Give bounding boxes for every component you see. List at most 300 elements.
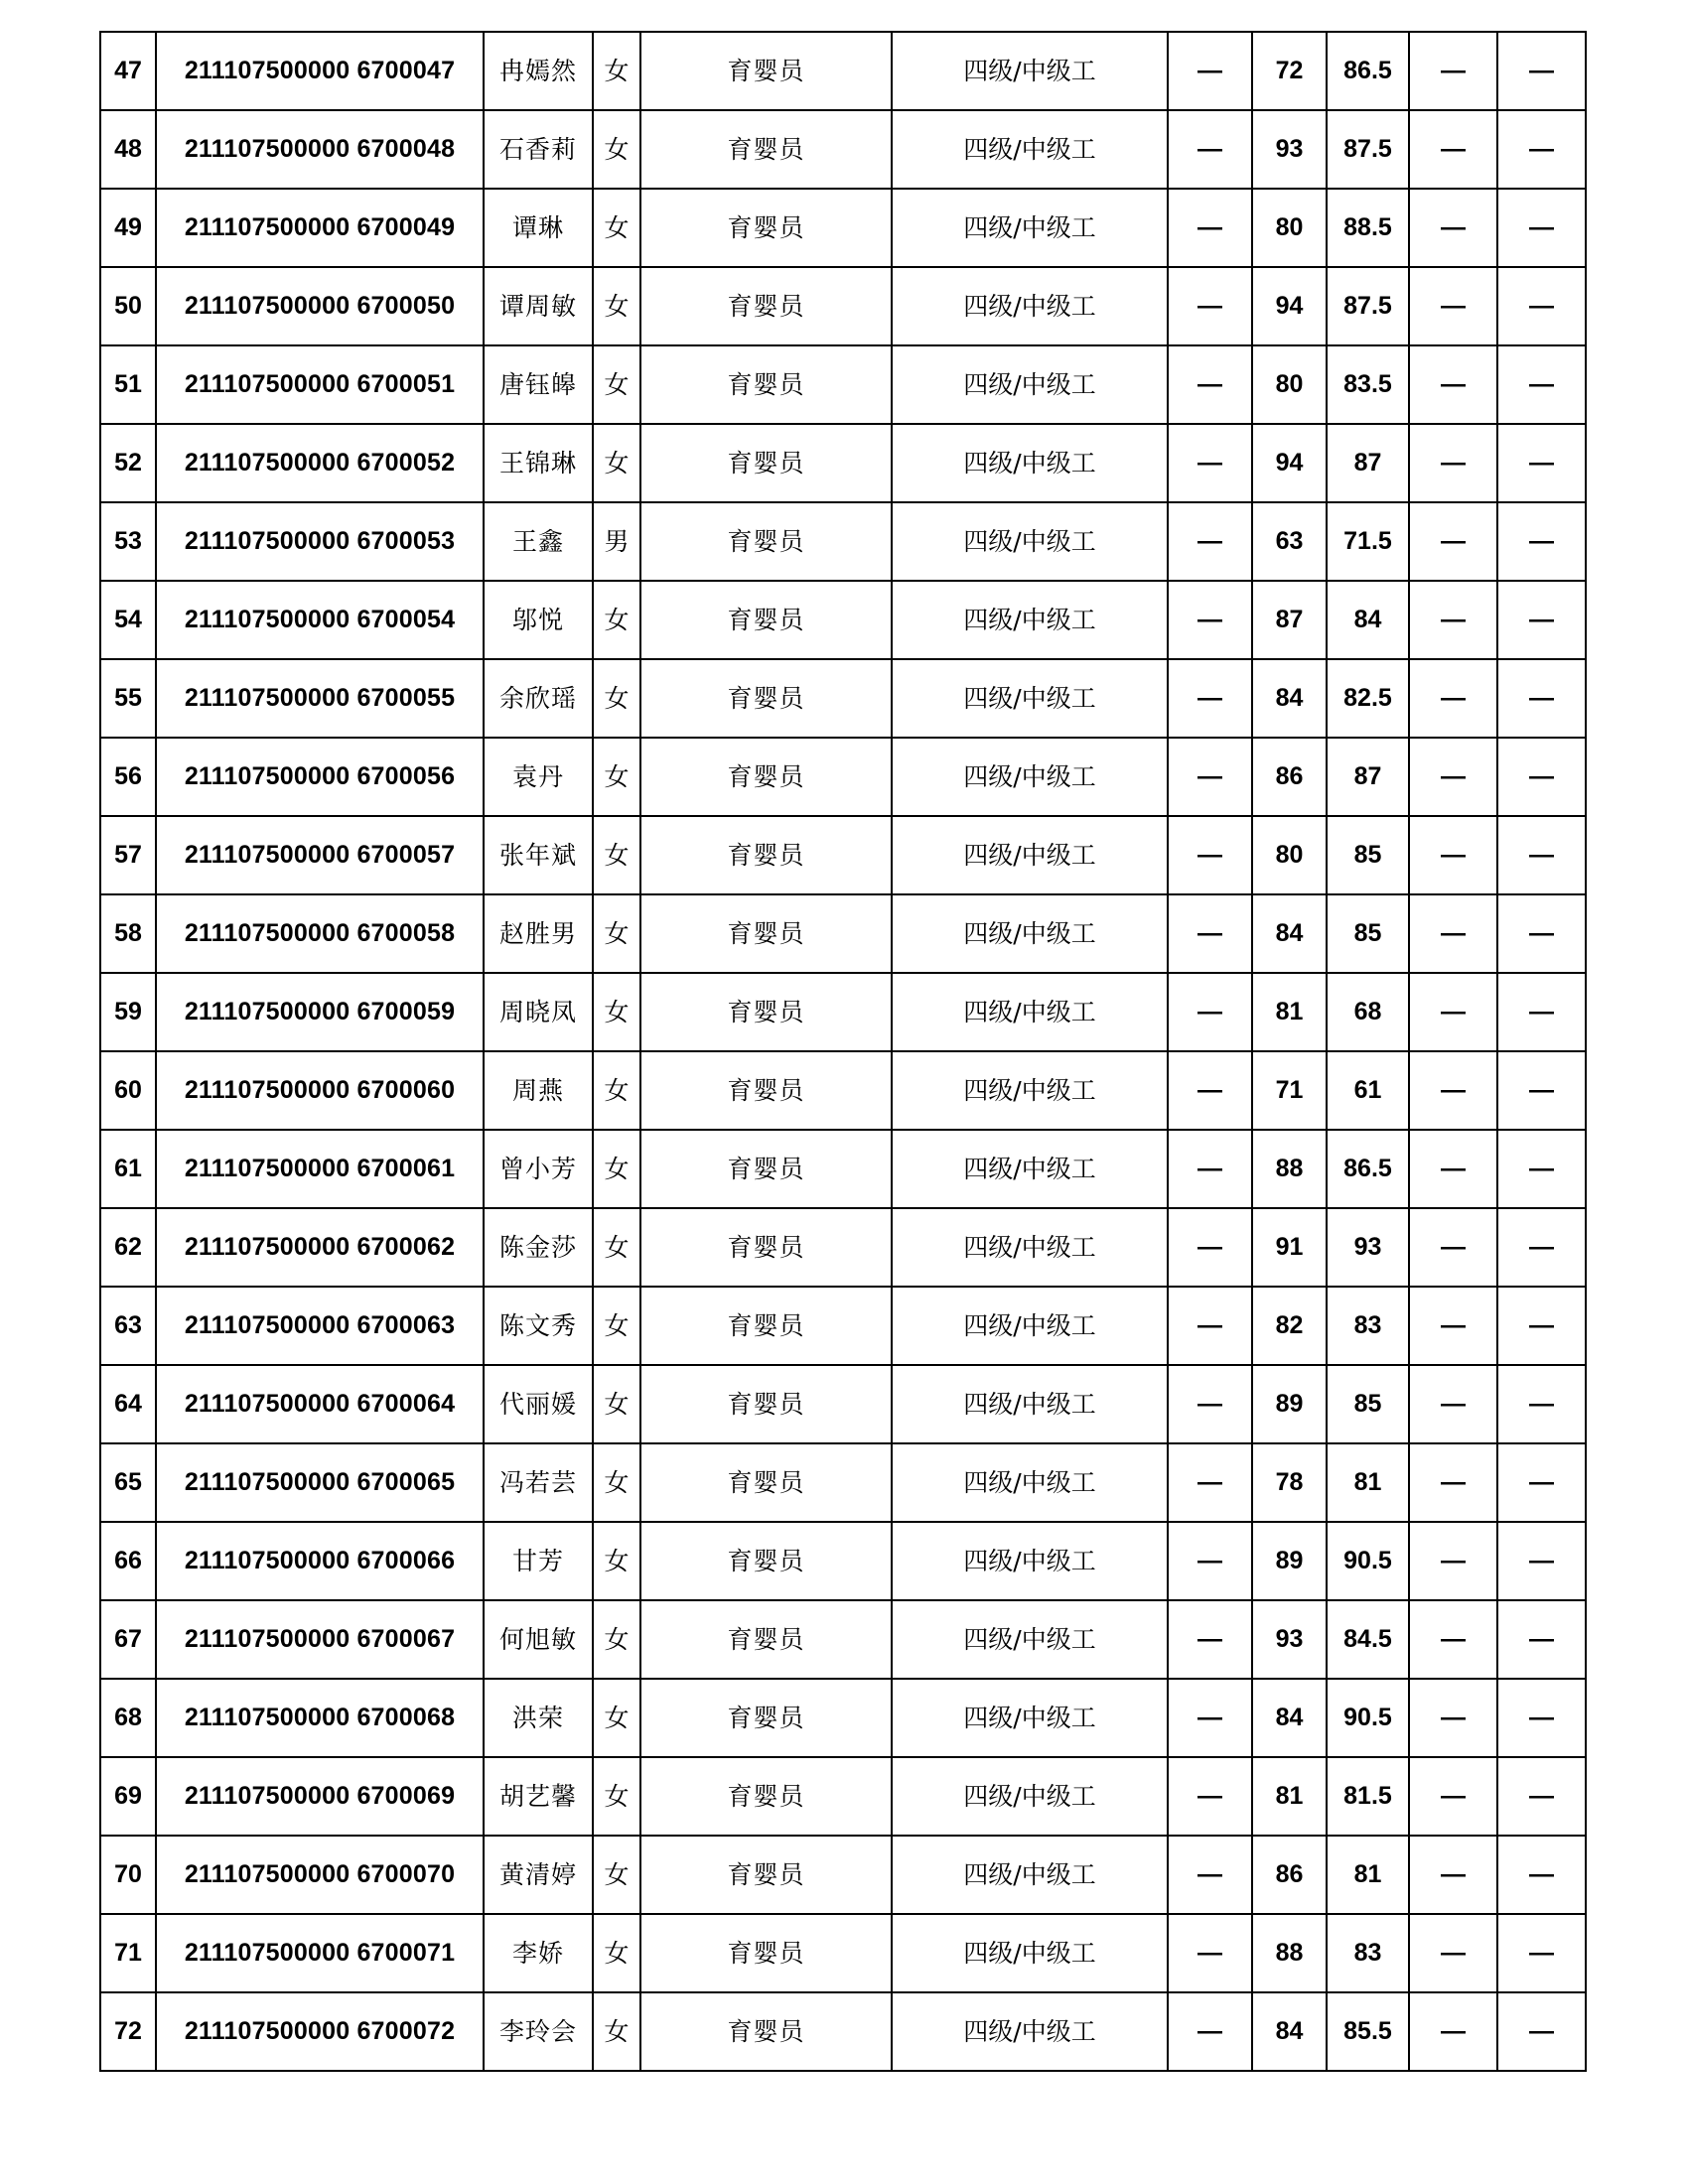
cell-score-1: —: [1168, 659, 1252, 738]
cell-occupation: 育婴员: [640, 1679, 892, 1757]
cell-score-4: —: [1409, 816, 1497, 894]
cell-name: 李玲会: [484, 1992, 593, 2071]
cell-score-2: 91: [1252, 1208, 1327, 1287]
cell-level: 四级/中级工: [892, 1208, 1168, 1287]
table-row: [100, 110, 1586, 189]
cell-score-4: —: [1409, 1051, 1497, 1130]
cell-name: 何旭敏: [484, 1600, 593, 1679]
cell-gender: 女: [593, 1051, 640, 1130]
cell-id-number: 211107500000 6700071: [156, 1914, 484, 1992]
cell-name: 代丽媛: [484, 1365, 593, 1443]
cell-gender: 女: [593, 1130, 640, 1208]
cell-score-5: —: [1497, 1992, 1586, 2071]
cell-gender: 女: [593, 1836, 640, 1914]
cell-gender: 女: [593, 816, 640, 894]
cell-score-3: 88.5: [1327, 189, 1409, 267]
cell-name: 洪荣: [484, 1679, 593, 1757]
cell-score-2: 94: [1252, 267, 1327, 345]
cell-score-2: 87: [1252, 581, 1327, 659]
cell-sequence-number: 54: [100, 581, 156, 659]
cell-occupation: 育婴员: [640, 32, 892, 110]
table-row: [100, 1914, 1586, 1992]
cell-sequence-number: 69: [100, 1757, 156, 1836]
cell-score-2: 89: [1252, 1365, 1327, 1443]
cell-score-3: 90.5: [1327, 1522, 1409, 1600]
table-row: [100, 1992, 1586, 2071]
cell-score-2: 88: [1252, 1130, 1327, 1208]
cell-name: 冯若芸: [484, 1443, 593, 1522]
cell-score-1: —: [1168, 816, 1252, 894]
cell-score-1: —: [1168, 1757, 1252, 1836]
cell-score-1: —: [1168, 1836, 1252, 1914]
cell-id-number: 211107500000 6700048: [156, 110, 484, 189]
roster-table: [99, 31, 1587, 2072]
cell-score-3: 84.5: [1327, 1600, 1409, 1679]
cell-score-4: —: [1409, 1600, 1497, 1679]
cell-score-5: —: [1497, 1365, 1586, 1443]
cell-level: 四级/中级工: [892, 1914, 1168, 1992]
cell-occupation: 育婴员: [640, 502, 892, 581]
table-row: [100, 1836, 1586, 1914]
cell-score-4: —: [1409, 189, 1497, 267]
cell-score-2: 72: [1252, 32, 1327, 110]
cell-score-1: —: [1168, 1443, 1252, 1522]
cell-score-2: 93: [1252, 1600, 1327, 1679]
cell-score-1: —: [1168, 110, 1252, 189]
cell-name: 邬悦: [484, 581, 593, 659]
cell-name: 张年斌: [484, 816, 593, 894]
cell-score-4: —: [1409, 502, 1497, 581]
cell-occupation: 育婴员: [640, 1051, 892, 1130]
cell-occupation: 育婴员: [640, 345, 892, 424]
cell-occupation: 育婴员: [640, 1130, 892, 1208]
cell-level: 四级/中级工: [892, 1600, 1168, 1679]
cell-level: 四级/中级工: [892, 424, 1168, 502]
table-row: [100, 1443, 1586, 1522]
cell-score-5: —: [1497, 1914, 1586, 1992]
cell-level: 四级/中级工: [892, 1522, 1168, 1600]
cell-occupation: 育婴员: [640, 1443, 892, 1522]
cell-score-3: 85.5: [1327, 1992, 1409, 2071]
cell-score-3: 86.5: [1327, 1130, 1409, 1208]
table-row: [100, 1208, 1586, 1287]
cell-score-2: 88: [1252, 1914, 1327, 1992]
cell-sequence-number: 57: [100, 816, 156, 894]
cell-score-5: —: [1497, 1443, 1586, 1522]
cell-name: 谭周敏: [484, 267, 593, 345]
cell-score-4: —: [1409, 1992, 1497, 2071]
cell-score-3: 71.5: [1327, 502, 1409, 581]
cell-sequence-number: 58: [100, 894, 156, 973]
cell-level: 四级/中级工: [892, 502, 1168, 581]
cell-score-5: —: [1497, 1287, 1586, 1365]
cell-score-3: 87: [1327, 738, 1409, 816]
cell-sequence-number: 71: [100, 1914, 156, 1992]
cell-score-4: —: [1409, 581, 1497, 659]
cell-score-3: 87: [1327, 424, 1409, 502]
cell-id-number: 211107500000 6700061: [156, 1130, 484, 1208]
cell-score-2: 86: [1252, 738, 1327, 816]
cell-score-1: —: [1168, 1679, 1252, 1757]
cell-level: 四级/中级工: [892, 1679, 1168, 1757]
cell-score-3: 85: [1327, 1365, 1409, 1443]
cell-score-4: —: [1409, 973, 1497, 1051]
table-row: [100, 1051, 1586, 1130]
cell-score-3: 85: [1327, 816, 1409, 894]
cell-name: 甘芳: [484, 1522, 593, 1600]
cell-score-2: 86: [1252, 1836, 1327, 1914]
cell-id-number: 211107500000 6700054: [156, 581, 484, 659]
cell-score-5: —: [1497, 1836, 1586, 1914]
cell-id-number: 211107500000 6700070: [156, 1836, 484, 1914]
cell-name: 周燕: [484, 1051, 593, 1130]
cell-occupation: 育婴员: [640, 1522, 892, 1600]
cell-name: 曾小芳: [484, 1130, 593, 1208]
cell-score-1: —: [1168, 1051, 1252, 1130]
cell-score-4: —: [1409, 1522, 1497, 1600]
cell-name: 谭琳: [484, 189, 593, 267]
cell-level: 四级/中级工: [892, 738, 1168, 816]
cell-name: 赵胜男: [484, 894, 593, 973]
cell-sequence-number: 70: [100, 1836, 156, 1914]
table-row: [100, 345, 1586, 424]
cell-name: 李娇: [484, 1914, 593, 1992]
cell-sequence-number: 56: [100, 738, 156, 816]
cell-score-5: —: [1497, 816, 1586, 894]
cell-score-4: —: [1409, 1757, 1497, 1836]
cell-gender: 女: [593, 659, 640, 738]
cell-level: 四级/中级工: [892, 1836, 1168, 1914]
cell-sequence-number: 68: [100, 1679, 156, 1757]
cell-score-1: —: [1168, 502, 1252, 581]
cell-occupation: 育婴员: [640, 267, 892, 345]
cell-score-2: 81: [1252, 1757, 1327, 1836]
cell-occupation: 育婴员: [640, 1914, 892, 1992]
table-row: [100, 1600, 1586, 1679]
cell-score-2: 71: [1252, 1051, 1327, 1130]
cell-occupation: 育婴员: [640, 1287, 892, 1365]
cell-score-4: —: [1409, 1365, 1497, 1443]
cell-score-1: —: [1168, 1130, 1252, 1208]
cell-level: 四级/中级工: [892, 1130, 1168, 1208]
cell-score-3: 83: [1327, 1914, 1409, 1992]
cell-occupation: 育婴员: [640, 189, 892, 267]
cell-id-number: 211107500000 6700064: [156, 1365, 484, 1443]
cell-score-1: —: [1168, 581, 1252, 659]
cell-score-3: 81: [1327, 1443, 1409, 1522]
cell-score-5: —: [1497, 581, 1586, 659]
cell-gender: 女: [593, 267, 640, 345]
cell-level: 四级/中级工: [892, 189, 1168, 267]
cell-level: 四级/中级工: [892, 1365, 1168, 1443]
cell-id-number: 211107500000 6700050: [156, 267, 484, 345]
cell-score-5: —: [1497, 345, 1586, 424]
cell-score-1: —: [1168, 1914, 1252, 1992]
cell-name: 陈金莎: [484, 1208, 593, 1287]
cell-score-5: —: [1497, 502, 1586, 581]
cell-score-4: —: [1409, 659, 1497, 738]
cell-score-3: 84: [1327, 581, 1409, 659]
cell-score-3: 68: [1327, 973, 1409, 1051]
cell-sequence-number: 66: [100, 1522, 156, 1600]
table-row: [100, 1365, 1586, 1443]
cell-occupation: 育婴员: [640, 973, 892, 1051]
cell-gender: 女: [593, 1287, 640, 1365]
cell-sequence-number: 63: [100, 1287, 156, 1365]
cell-level: 四级/中级工: [892, 581, 1168, 659]
cell-score-1: —: [1168, 738, 1252, 816]
cell-score-1: —: [1168, 1600, 1252, 1679]
cell-score-4: —: [1409, 1287, 1497, 1365]
cell-level: 四级/中级工: [892, 894, 1168, 973]
cell-sequence-number: 47: [100, 32, 156, 110]
cell-score-2: 63: [1252, 502, 1327, 581]
roster-table-body: [100, 32, 1586, 2071]
cell-score-5: —: [1497, 1130, 1586, 1208]
cell-name: 石香莉: [484, 110, 593, 189]
table-row: [100, 1522, 1586, 1600]
cell-gender: 女: [593, 581, 640, 659]
cell-id-number: 211107500000 6700062: [156, 1208, 484, 1287]
cell-score-2: 78: [1252, 1443, 1327, 1522]
cell-gender: 女: [593, 189, 640, 267]
table-row: [100, 894, 1586, 973]
cell-gender: 女: [593, 1992, 640, 2071]
cell-occupation: 育婴员: [640, 1836, 892, 1914]
cell-occupation: 育婴员: [640, 1757, 892, 1836]
cell-score-2: 89: [1252, 1522, 1327, 1600]
cell-score-5: —: [1497, 973, 1586, 1051]
cell-score-3: 90.5: [1327, 1679, 1409, 1757]
cell-level: 四级/中级工: [892, 1287, 1168, 1365]
cell-score-2: 84: [1252, 1679, 1327, 1757]
cell-score-5: —: [1497, 1208, 1586, 1287]
cell-gender: 女: [593, 1365, 640, 1443]
cell-id-number: 211107500000 6700058: [156, 894, 484, 973]
cell-score-3: 86.5: [1327, 32, 1409, 110]
cell-score-2: 80: [1252, 345, 1327, 424]
cell-score-5: —: [1497, 659, 1586, 738]
cell-sequence-number: 51: [100, 345, 156, 424]
cell-name: 余欣瑶: [484, 659, 593, 738]
table-row: [100, 1287, 1586, 1365]
cell-occupation: 育婴员: [640, 738, 892, 816]
cell-id-number: 211107500000 6700072: [156, 1992, 484, 2071]
cell-occupation: 育婴员: [640, 1600, 892, 1679]
cell-score-5: —: [1497, 894, 1586, 973]
cell-score-5: —: [1497, 1679, 1586, 1757]
cell-gender: 女: [593, 110, 640, 189]
cell-score-4: —: [1409, 1208, 1497, 1287]
cell-score-2: 81: [1252, 973, 1327, 1051]
cell-gender: 女: [593, 973, 640, 1051]
cell-level: 四级/中级工: [892, 110, 1168, 189]
cell-score-5: —: [1497, 110, 1586, 189]
cell-name: 王锦琳: [484, 424, 593, 502]
cell-sequence-number: 50: [100, 267, 156, 345]
cell-gender: 女: [593, 894, 640, 973]
cell-id-number: 211107500000 6700069: [156, 1757, 484, 1836]
table-row: [100, 738, 1586, 816]
cell-score-2: 84: [1252, 1992, 1327, 2071]
cell-sequence-number: 60: [100, 1051, 156, 1130]
cell-score-1: —: [1168, 1522, 1252, 1600]
cell-name: 胡艺馨: [484, 1757, 593, 1836]
cell-score-3: 82.5: [1327, 659, 1409, 738]
cell-score-2: 93: [1252, 110, 1327, 189]
cell-sequence-number: 72: [100, 1992, 156, 2071]
table-row: [100, 581, 1586, 659]
cell-level: 四级/中级工: [892, 1051, 1168, 1130]
cell-level: 四级/中级工: [892, 267, 1168, 345]
cell-id-number: 211107500000 6700049: [156, 189, 484, 267]
cell-score-1: —: [1168, 267, 1252, 345]
cell-score-3: 87.5: [1327, 110, 1409, 189]
cell-sequence-number: 67: [100, 1600, 156, 1679]
cell-score-3: 81.5: [1327, 1757, 1409, 1836]
cell-score-4: —: [1409, 32, 1497, 110]
cell-sequence-number: 55: [100, 659, 156, 738]
cell-sequence-number: 61: [100, 1130, 156, 1208]
cell-score-1: —: [1168, 424, 1252, 502]
cell-occupation: 育婴员: [640, 581, 892, 659]
table-row: [100, 973, 1586, 1051]
cell-gender: 女: [593, 738, 640, 816]
cell-score-4: —: [1409, 1130, 1497, 1208]
cell-id-number: 211107500000 6700065: [156, 1443, 484, 1522]
table-row: [100, 189, 1586, 267]
table-row: [100, 32, 1586, 110]
cell-id-number: 211107500000 6700063: [156, 1287, 484, 1365]
cell-score-5: —: [1497, 1522, 1586, 1600]
cell-name: 袁丹: [484, 738, 593, 816]
cell-gender: 女: [593, 1600, 640, 1679]
cell-score-5: —: [1497, 267, 1586, 345]
cell-id-number: 211107500000 6700053: [156, 502, 484, 581]
cell-gender: 女: [593, 1757, 640, 1836]
cell-sequence-number: 59: [100, 973, 156, 1051]
cell-sequence-number: 64: [100, 1365, 156, 1443]
cell-level: 四级/中级工: [892, 973, 1168, 1051]
cell-level: 四级/中级工: [892, 816, 1168, 894]
cell-id-number: 211107500000 6700052: [156, 424, 484, 502]
cell-score-5: —: [1497, 424, 1586, 502]
cell-score-1: —: [1168, 1365, 1252, 1443]
cell-score-3: 61: [1327, 1051, 1409, 1130]
cell-sequence-number: 53: [100, 502, 156, 581]
cell-score-3: 83.5: [1327, 345, 1409, 424]
table-row: [100, 659, 1586, 738]
cell-score-1: —: [1168, 345, 1252, 424]
cell-id-number: 211107500000 6700067: [156, 1600, 484, 1679]
cell-gender: 女: [593, 32, 640, 110]
cell-score-2: 80: [1252, 816, 1327, 894]
cell-occupation: 育婴员: [640, 1365, 892, 1443]
cell-score-4: —: [1409, 1443, 1497, 1522]
cell-occupation: 育婴员: [640, 1208, 892, 1287]
cell-id-number: 211107500000 6700068: [156, 1679, 484, 1757]
cell-id-number: 211107500000 6700066: [156, 1522, 484, 1600]
cell-level: 四级/中级工: [892, 1992, 1168, 2071]
cell-score-4: —: [1409, 1679, 1497, 1757]
table-row: [100, 1130, 1586, 1208]
cell-occupation: 育婴员: [640, 894, 892, 973]
roster-table-container: [99, 31, 1585, 2072]
cell-score-3: 87.5: [1327, 267, 1409, 345]
cell-name: 冉嫣然: [484, 32, 593, 110]
cell-id-number: 211107500000 6700056: [156, 738, 484, 816]
table-row: [100, 502, 1586, 581]
cell-occupation: 育婴员: [640, 424, 892, 502]
cell-occupation: 育婴员: [640, 110, 892, 189]
cell-sequence-number: 48: [100, 110, 156, 189]
cell-score-4: —: [1409, 1836, 1497, 1914]
cell-score-4: —: [1409, 738, 1497, 816]
cell-score-1: —: [1168, 894, 1252, 973]
cell-occupation: 育婴员: [640, 1992, 892, 2071]
cell-score-1: —: [1168, 32, 1252, 110]
cell-score-1: —: [1168, 1287, 1252, 1365]
cell-score-3: 83: [1327, 1287, 1409, 1365]
table-row: [100, 267, 1586, 345]
cell-score-5: —: [1497, 738, 1586, 816]
cell-score-1: —: [1168, 189, 1252, 267]
cell-id-number: 211107500000 6700060: [156, 1051, 484, 1130]
cell-score-2: 82: [1252, 1287, 1327, 1365]
cell-gender: 女: [593, 424, 640, 502]
cell-name: 陈文秀: [484, 1287, 593, 1365]
cell-score-3: 81: [1327, 1836, 1409, 1914]
cell-level: 四级/中级工: [892, 345, 1168, 424]
cell-name: 周晓凤: [484, 973, 593, 1051]
cell-occupation: 育婴员: [640, 816, 892, 894]
cell-gender: 女: [593, 1443, 640, 1522]
cell-score-5: —: [1497, 1051, 1586, 1130]
cell-gender: 女: [593, 1914, 640, 1992]
cell-score-4: —: [1409, 894, 1497, 973]
table-row: [100, 1679, 1586, 1757]
cell-gender: 女: [593, 1679, 640, 1757]
cell-score-4: —: [1409, 267, 1497, 345]
cell-score-2: 80: [1252, 189, 1327, 267]
cell-id-number: 211107500000 6700051: [156, 345, 484, 424]
table-row: [100, 424, 1586, 502]
cell-score-1: —: [1168, 1992, 1252, 2071]
cell-score-5: —: [1497, 1600, 1586, 1679]
cell-score-4: —: [1409, 424, 1497, 502]
cell-score-1: —: [1168, 973, 1252, 1051]
cell-score-2: 84: [1252, 659, 1327, 738]
cell-gender: 女: [593, 1208, 640, 1287]
cell-score-5: —: [1497, 189, 1586, 267]
cell-score-4: —: [1409, 110, 1497, 189]
cell-id-number: 211107500000 6700047: [156, 32, 484, 110]
cell-sequence-number: 49: [100, 189, 156, 267]
cell-score-2: 84: [1252, 894, 1327, 973]
cell-score-3: 85: [1327, 894, 1409, 973]
cell-level: 四级/中级工: [892, 659, 1168, 738]
cell-sequence-number: 62: [100, 1208, 156, 1287]
cell-name: 王鑫: [484, 502, 593, 581]
cell-name: 唐钰皞: [484, 345, 593, 424]
cell-gender: 女: [593, 1522, 640, 1600]
cell-id-number: 211107500000 6700055: [156, 659, 484, 738]
cell-occupation: 育婴员: [640, 659, 892, 738]
cell-name: 黄清婷: [484, 1836, 593, 1914]
cell-level: 四级/中级工: [892, 1757, 1168, 1836]
cell-id-number: 211107500000 6700057: [156, 816, 484, 894]
cell-score-5: —: [1497, 32, 1586, 110]
